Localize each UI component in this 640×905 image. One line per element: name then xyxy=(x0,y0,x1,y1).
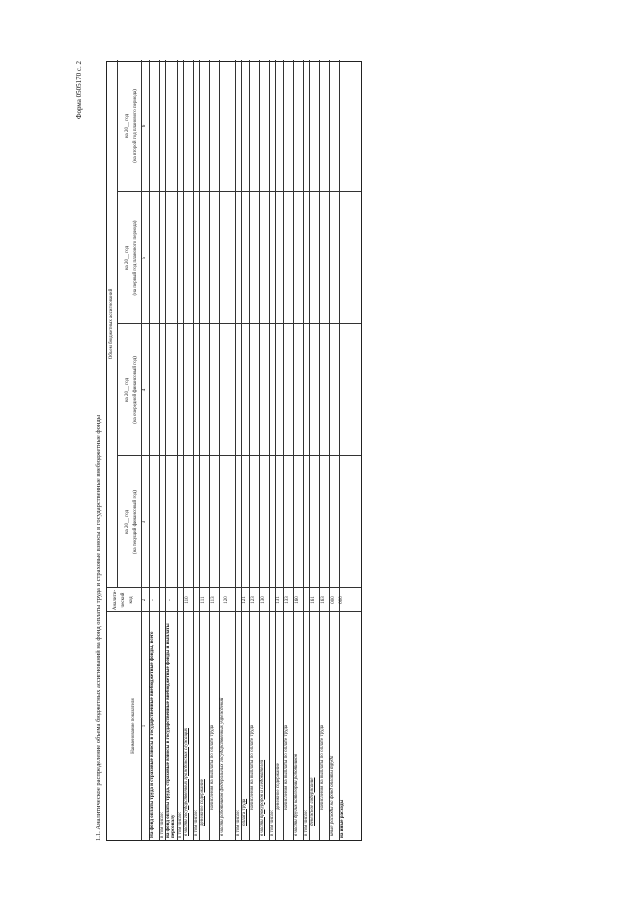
row-20-code: 163 xyxy=(321,596,326,604)
column-number-1: 1 xyxy=(142,724,147,728)
row-22-name: на иные расходы xyxy=(339,799,345,838)
table-caption: 1.1. Аналитическое распределение объема бюджетных ассигнований на фонд оплаты труда и страховые взносы в государственные внебюджетные фонды xyxy=(95,414,102,841)
period-2-subtitle: (на очередной финансовый год) xyxy=(133,356,138,424)
row-5-name: в части государственных гражданских служащих xyxy=(183,728,189,836)
row-12-code: 123 xyxy=(251,596,256,604)
row-2-name: в том числе: xyxy=(159,811,165,838)
row-9-name: в части работников федеральных государственных учреждений xyxy=(219,697,225,836)
row-16-name: начисления на выплаты по оплате труда xyxy=(283,724,289,810)
column-number-2: 2 xyxy=(142,598,147,602)
column-number-5: 5 xyxy=(142,256,147,260)
row-15-name: денежное содержание xyxy=(275,763,281,810)
column-rule-period-2 xyxy=(117,455,361,456)
row-22-code: 000 xyxy=(339,596,344,604)
form-number-label: Форма 0505170 с. 2 xyxy=(75,61,83,120)
header-rule-volume xyxy=(117,60,118,588)
period-1-subtitle: (на текущий финансовый год) xyxy=(133,490,138,554)
row-9-code: 120 xyxy=(224,596,229,604)
row-3-code: - xyxy=(168,599,173,601)
column-number-3: 3 xyxy=(142,520,147,524)
header-name-column: Наименование показателя xyxy=(131,698,136,754)
column-rule-period-3 xyxy=(117,323,361,324)
period-4-title: на 20__ год xyxy=(125,113,130,139)
header-code-column-line2: ческий xyxy=(121,592,126,608)
row-18-name: в том числе: xyxy=(303,809,309,836)
row-17-name: в части других категорий работников xyxy=(293,753,299,836)
header-volume-group: Объем бюджетных ассигнований xyxy=(109,288,114,360)
column-number-4: 4 xyxy=(142,388,147,392)
period-4-subtitle: (на второй год планового периода) xyxy=(133,89,138,163)
row-3-name: на фонд оплаты труда, страховые взносы в государственные внебюджетные фонды и выплаты персоналу xyxy=(165,623,177,838)
period-2-title: на 20__ год xyxy=(125,377,130,403)
column-rule-period-4 xyxy=(117,191,361,192)
row-7-name: денежное содержание xyxy=(199,779,205,826)
row-21-code: 000 xyxy=(331,596,336,604)
period-3-title: на 20__ год xyxy=(125,245,130,271)
header-code-column-line1: Аналити- xyxy=(113,589,118,611)
row-15-code: 131 xyxy=(276,596,281,604)
row-6-name: в том числе: xyxy=(193,809,199,836)
budget-table xyxy=(106,61,362,841)
row-8-name: начисления на выплаты по оплате труда xyxy=(209,724,215,810)
row-8-code: 113 xyxy=(211,596,216,604)
header-rule-numbers xyxy=(141,60,142,840)
period-1-title: на 20__ год xyxy=(125,509,130,535)
form-sheet xyxy=(75,61,365,841)
row-17-code: 160 xyxy=(295,596,300,604)
row-1-name: На фонд оплаты труда и страховые взносы в государственные внебюджетные фонды, всего xyxy=(149,631,155,838)
header-code-column-line3: код xyxy=(129,596,134,604)
row-20-name: начисления на выплаты по оплате труда xyxy=(319,724,325,810)
row-16-code: 133 xyxy=(285,596,290,604)
row-11-code: 121 xyxy=(242,596,247,604)
row-4-name: в том числе: xyxy=(177,811,183,838)
period-3-subtitle: (на первый год планового периода) xyxy=(133,220,138,296)
row-19-code: 161 xyxy=(311,596,316,604)
row-19-name: денежное содержание xyxy=(309,777,315,826)
row-14-name: в том числе: xyxy=(269,809,275,836)
row-1-code: - xyxy=(151,599,156,601)
row-12-name: начисления на выплаты по оплате труда xyxy=(249,724,255,810)
column-number-6: 6 xyxy=(142,124,147,128)
row-5-code: 110 xyxy=(185,596,190,604)
row-21-name: иные расходы на фонд оплаты труда xyxy=(329,755,335,836)
row-10-name: в том числе: xyxy=(235,809,241,836)
row-13-name: в части прокуроров и следователей xyxy=(259,759,265,836)
row-7-code: 111 xyxy=(201,596,206,604)
row-13-code: 130 xyxy=(261,596,266,604)
row-11-name: оплата труда xyxy=(241,798,247,826)
